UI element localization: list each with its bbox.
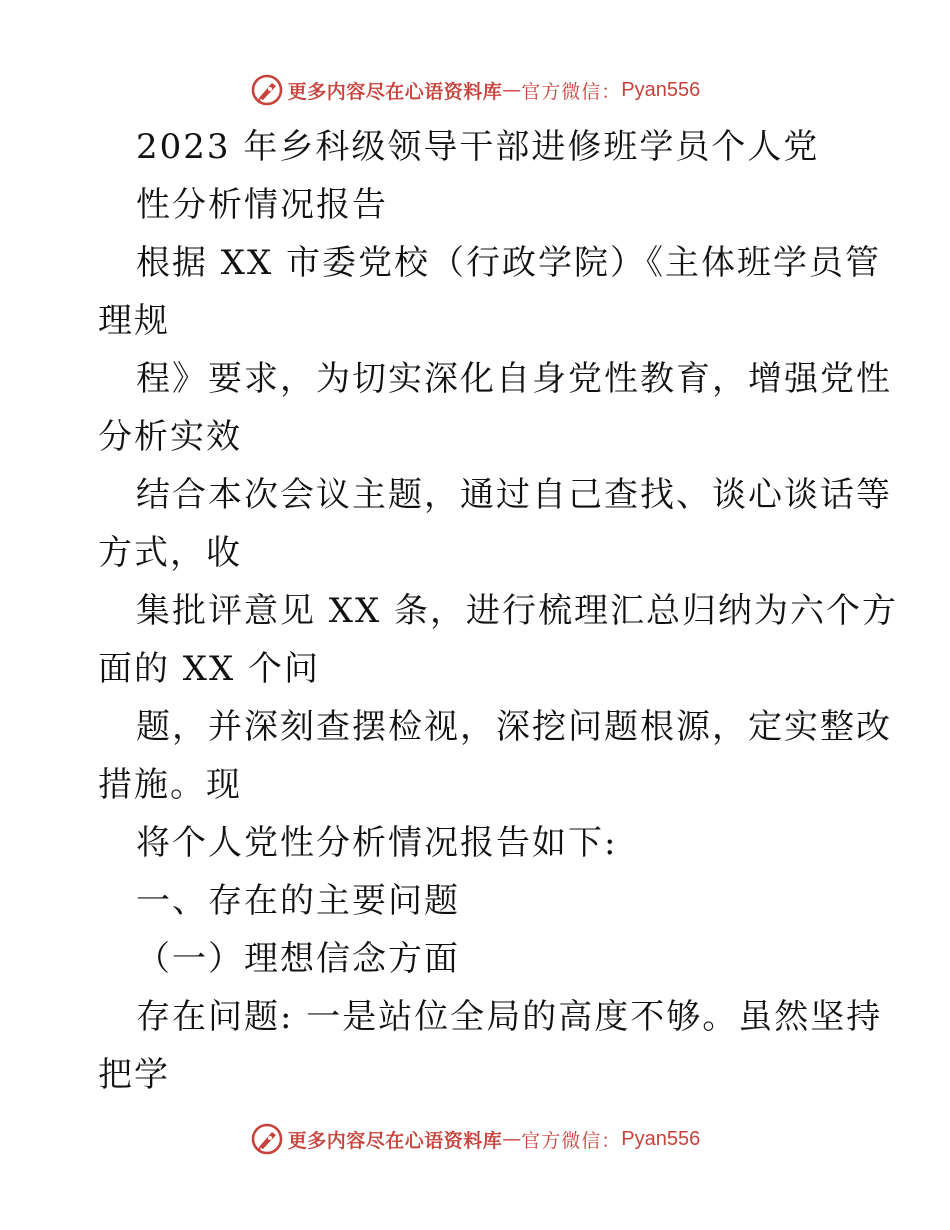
paragraph-line: 程》要求，为切实深化自身党性教育，增强党性	[136, 359, 892, 399]
banner-wechat-id: Pyan556	[621, 1127, 701, 1150]
paragraph-line: 结合本次会议主题，通过自己查找、谈心谈话等	[136, 475, 892, 515]
banner-dash: —	[502, 79, 522, 101]
banner-wechat-label: 官方微信：	[521, 1129, 622, 1152]
paragraph-line: 存在问题: 一是站位全局的高度不够。虽然坚持	[136, 997, 883, 1037]
banner-wechat-label: 官方微信：	[521, 80, 622, 103]
paragraph-line: 把学	[98, 1055, 170, 1095]
paragraph-line: 将个人党性分析情况报告如下:	[136, 823, 618, 863]
footer-banner	[0, 1117, 950, 1161]
paragraph-line: 方式，收	[98, 533, 242, 573]
banner-title: 更多内容尽在心语资料库	[287, 1129, 503, 1152]
banner-wechat-id: Pyan556	[621, 78, 701, 101]
section-heading: 一、存在的主要问题	[136, 881, 460, 921]
banner-dash: —	[502, 1128, 522, 1150]
doc-title-line-2: 性分析情况报告	[136, 185, 388, 225]
quill-pen-icon	[250, 73, 284, 107]
paragraph-line: 理规	[98, 301, 170, 341]
banner-title: 更多内容尽在心语资料库	[287, 80, 503, 103]
paragraph-line: 分析实效	[98, 417, 242, 457]
subsection-heading: （一）理想信念方面	[136, 939, 460, 979]
doc-title-line-1: 2023 年乡科级领导干部进修班学员个人党	[136, 127, 820, 167]
header-banner	[0, 68, 950, 112]
paragraph-line: 面的 XX 个问	[98, 649, 321, 689]
paragraph-line: 题，并深刻查摆检视，深挖问题根源，定实整改	[136, 707, 892, 747]
paragraph-line: 根据 XX 市委党校（行政学院）《主体班学员管	[136, 243, 882, 283]
document-body	[98, 118, 899, 1104]
quill-pen-icon	[250, 1122, 284, 1156]
paragraph-line: 措施。现	[98, 765, 242, 805]
paragraph-line: 集批评意见 XX 条，进行梳理汇总归纳为六个方	[136, 591, 899, 631]
